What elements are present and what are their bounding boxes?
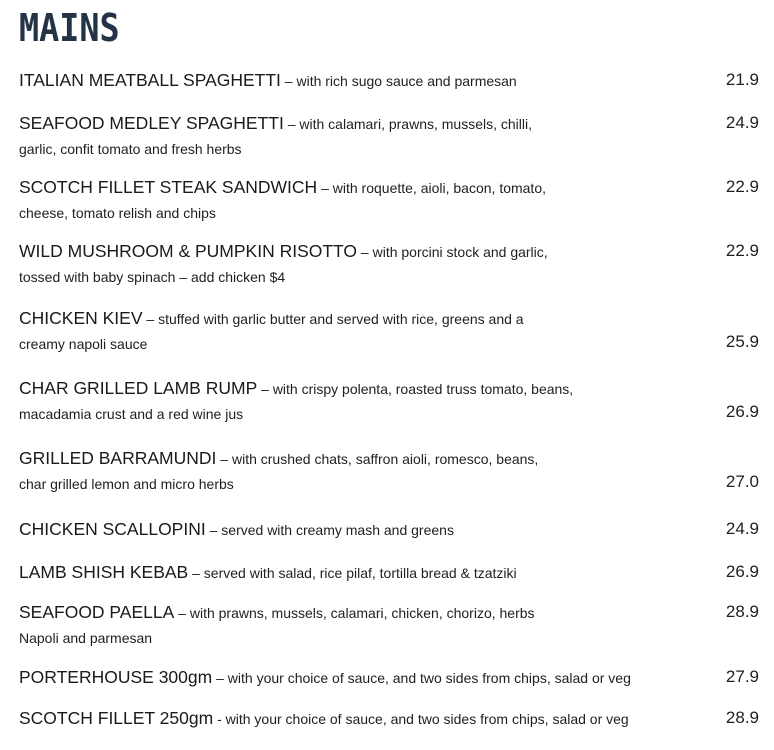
menu-item-line	[19, 308, 524, 329]
dish-name: PORTERHOUSE 300gm	[19, 667, 213, 687]
dish-price: 28.9	[725, 708, 759, 727]
dish-description: – served with salad, rice pilaf, tortilla bread & tzatziki	[188, 565, 517, 581]
dish-description: – with your choice of sauce, and two sides from chips, salad or veg	[212, 670, 631, 686]
dish-price: 24.9	[725, 113, 759, 132]
menu-item-line	[19, 519, 454, 540]
dish-price: 27.0	[725, 472, 759, 491]
dish-price: 27.9	[725, 667, 759, 686]
dish-description: – with prawns, mussels, calamari, chicken, chorizo, herbs	[174, 605, 535, 621]
menu-item-line	[19, 177, 546, 198]
dish-description: – with crispy polenta, roasted truss tomato, beans,	[257, 381, 574, 397]
menu-item-line	[19, 562, 517, 583]
dish-description: – with porcini stock and garlic,	[357, 244, 548, 260]
dish-description-continued: macadamia crust and a red wine jus	[19, 406, 244, 422]
dish-description-continued: cheese, tomato relish and chips	[19, 205, 216, 221]
menu-item-line	[19, 448, 538, 469]
menu-item-line	[19, 70, 517, 91]
dish-description-continued: tossed with baby spinach – add chicken $4	[19, 269, 286, 285]
menu-heading: MAINS	[19, 6, 120, 50]
dish-name: SCOTCH FILLET STEAK SANDWICH	[19, 177, 318, 197]
dish-name: GRILLED BARRAMUNDI	[19, 448, 217, 468]
dish-name: CHICKEN KIEV	[19, 308, 143, 328]
menu-item-line	[19, 241, 548, 262]
dish-name: CHICKEN SCALLOPINI	[19, 519, 206, 539]
dish-price: 26.9	[725, 402, 759, 421]
dish-name: SCOTCH FILLET 250gm	[19, 708, 214, 728]
dish-price: 28.9	[725, 602, 759, 621]
dish-description: – with roquette, aioli, bacon, tomato,	[317, 180, 547, 196]
dish-description-continued: creamy napoli sauce	[19, 336, 148, 352]
dish-price: 24.9	[725, 519, 759, 538]
dish-name: ITALIAN MEATBALL SPAGHETTI	[19, 70, 281, 90]
dish-price: 22.9	[725, 177, 759, 196]
dish-name: SEAFOOD PAELLA	[19, 602, 175, 622]
dish-description-continued: char grilled lemon and micro herbs	[19, 476, 234, 492]
dish-description: – with rich sugo sauce and parmesan	[280, 73, 517, 89]
dish-name: WILD MUSHROOM & PUMPKIN RISOTTO	[19, 241, 358, 261]
dish-price: 22.9	[725, 241, 759, 260]
dish-description-continued: Napoli and parmesan	[19, 630, 153, 646]
menu-item-line	[19, 378, 573, 399]
dish-name: LAMB SHISH KEBAB	[19, 562, 189, 582]
dish-description-continued: garlic, confit tomato and fresh herbs	[19, 141, 242, 157]
dish-description: – served with creamy mash and greens	[205, 522, 454, 538]
dish-description: – stuffed with garlic butter and served with rice, greens and a	[142, 311, 524, 327]
dish-description: - with your choice of sauce, and two sides from chips, salad or veg	[213, 711, 629, 727]
dish-description: – with calamari, prawns, mussels, chilli,	[283, 116, 533, 132]
menu-item-line	[19, 602, 535, 623]
menu-item-line	[19, 667, 631, 688]
dish-price: 21.9	[725, 70, 759, 89]
dish-name: CHAR GRILLED LAMB RUMP	[19, 378, 258, 398]
menu-item-line	[19, 708, 629, 729]
dish-price: 26.9	[725, 562, 759, 581]
menu-item-line	[19, 113, 532, 134]
dish-description: – with crushed chats, saffron aioli, romesco, beans,	[216, 451, 539, 467]
dish-name: SEAFOOD MEDLEY SPAGHETTI	[19, 113, 284, 133]
dish-price: 25.9	[725, 332, 759, 351]
